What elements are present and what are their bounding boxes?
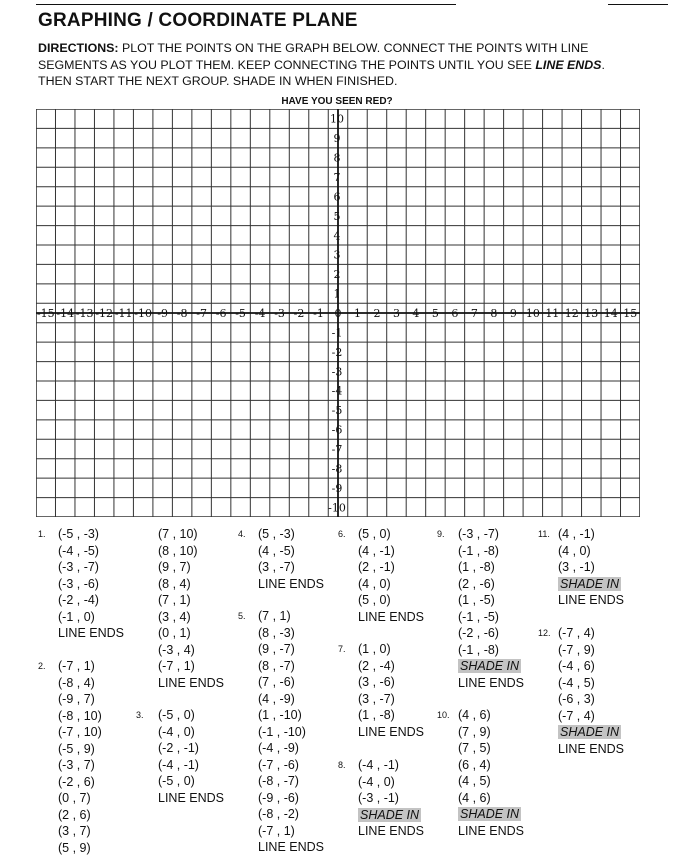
- coordinate-pair: (-3 , -7): [458, 527, 499, 541]
- y-tick-label: 6: [333, 190, 341, 204]
- list-item: [358, 823, 424, 840]
- list-item: [258, 658, 324, 675]
- list-item: [258, 674, 324, 691]
- y-tick-label: 5: [333, 209, 341, 223]
- group-number: 8.: [338, 760, 346, 770]
- list-item: [458, 658, 524, 675]
- x-tick-label: 2: [373, 307, 381, 320]
- page-title: GRAPHING / COORDINATE PLANE: [38, 10, 358, 31]
- coordinate-pair: (7 , 10): [158, 527, 198, 541]
- group-number: 11.: [538, 529, 550, 539]
- point-group-column: [458, 526, 524, 691]
- coordinate-pair: (-1 , -10): [258, 724, 306, 739]
- list-item: [58, 757, 102, 774]
- coordinate-pair: (-7 , -6): [258, 757, 299, 772]
- shade-in-label: SHADE IN: [460, 659, 520, 673]
- coordinate-pair: (-8 , 4): [58, 675, 95, 690]
- coordinate-pair: (7 , 5): [458, 741, 491, 755]
- list-item: [458, 526, 524, 543]
- coordinate-pair: (4 , 6): [458, 708, 491, 722]
- list-item: [58, 592, 124, 609]
- list-item: [258, 559, 324, 576]
- list-item: [558, 592, 624, 609]
- list-item: [458, 724, 524, 741]
- group-number: 6.: [338, 529, 346, 539]
- directions-text-2: . THEN START THE NEXT GROUP. SHADE IN WHEN FINISHED.: [38, 57, 605, 88]
- x-tick-label: 10: [525, 307, 540, 320]
- point-group-column: [58, 658, 102, 856]
- y-tick-label: 8: [333, 151, 341, 165]
- point-group-column: [558, 526, 624, 609]
- list-item: [558, 658, 624, 675]
- point-group-column: [358, 757, 424, 840]
- line-ends-label: LINE ENDS: [358, 824, 424, 838]
- coordinate-pair: (-5 , 0): [158, 708, 195, 722]
- y-tick-label: 1: [333, 287, 341, 301]
- list-item: [258, 839, 324, 856]
- list-item: [358, 526, 424, 543]
- y-tick-label: -4: [331, 384, 343, 398]
- list-item: [558, 559, 624, 576]
- list-item: [258, 625, 324, 642]
- coordinate-pair: (-8 , -7): [258, 774, 299, 788]
- line-ends-label: LINE ENDS: [358, 724, 424, 739]
- y-tick-label: 3: [333, 248, 341, 262]
- coordinate-pair: (7 , -6): [258, 675, 295, 689]
- coordinate-pair: (4 , 6): [458, 790, 491, 805]
- list-item: [58, 741, 102, 758]
- group-number: 10.: [437, 710, 450, 720]
- y-tick-label: -7: [331, 443, 343, 456]
- x-tick-label: -1: [313, 307, 324, 320]
- line-ends-label: LINE ENDS: [358, 609, 424, 624]
- x-tick-label: -11: [114, 307, 133, 320]
- coordinate-pair: (-7 , 1): [58, 659, 95, 673]
- list-item: [258, 740, 324, 757]
- coordinate-pair: (-7 , 1): [158, 659, 195, 673]
- list-item: [58, 724, 102, 741]
- group-number: 12.: [538, 628, 551, 638]
- list-item: [458, 576, 524, 593]
- coordinate-pair: (3 , -1): [558, 560, 595, 574]
- list-item: [158, 559, 224, 576]
- list-item: [158, 707, 224, 724]
- coordinate-pair: (-1 , -8): [458, 642, 499, 657]
- list-item: [558, 724, 624, 741]
- list-item: [558, 526, 624, 543]
- coordinate-pair: (-4 , 6): [558, 659, 595, 673]
- coordinate-pair: (-6 , 3): [558, 692, 595, 706]
- y-tick-label: -5: [331, 404, 343, 418]
- list-item: [258, 823, 324, 840]
- list-item: [358, 674, 424, 691]
- list-item: [358, 774, 424, 791]
- list-item: [158, 675, 224, 692]
- list-item: [258, 608, 324, 625]
- list-item: [358, 658, 424, 675]
- coordinate-pair: (-2 , -4): [58, 593, 99, 607]
- y-tick-label: 7: [333, 171, 341, 184]
- coordinate-pair: (-8 , -2): [258, 807, 299, 821]
- list-item: [158, 526, 224, 543]
- group-number: 5.: [238, 611, 246, 621]
- list-item: [158, 724, 224, 741]
- list-item: [358, 724, 424, 741]
- list-item: [558, 741, 624, 758]
- list-item: [458, 642, 524, 659]
- coordinate-pair: (7 , 1): [258, 609, 291, 623]
- coordinate-pair: (-7 , 4): [558, 626, 595, 640]
- x-tick-label: -8: [176, 307, 188, 320]
- list-item: [458, 790, 524, 807]
- coordinate-pair: (4 , 5): [458, 774, 491, 788]
- y-tick-label: -2: [331, 345, 343, 359]
- list-item: [558, 691, 624, 708]
- x-tick-label: -2: [293, 307, 305, 320]
- coordinate-pair: (2 , 6): [58, 807, 91, 822]
- x-tick-label: 13: [584, 307, 599, 320]
- coordinate-pair: (2 , -4): [358, 658, 395, 673]
- list-item: [58, 559, 124, 576]
- point-group-column: [358, 641, 424, 740]
- coordinate-pair: (-3 , -6): [58, 576, 99, 591]
- list-item: [558, 543, 624, 560]
- list-item: [458, 806, 524, 823]
- line-ends-label: LINE ENDS: [558, 593, 624, 607]
- list-item: [458, 625, 524, 642]
- list-item: [58, 658, 102, 675]
- coordinate-pair: (-7 , 9): [558, 642, 595, 657]
- list-item: [258, 790, 324, 807]
- coordinate-pair: (5 , 0): [358, 593, 391, 607]
- x-tick-label: 0: [334, 307, 342, 320]
- y-tick-label: 2: [333, 268, 341, 282]
- list-item: [158, 642, 224, 659]
- coordinate-pair: (-4 , -1): [158, 757, 199, 772]
- list-item: [258, 526, 324, 543]
- coordinate-pair: (-4 , 0): [158, 724, 195, 739]
- list-item: [58, 543, 124, 560]
- list-item: [58, 526, 124, 543]
- list-item: [158, 773, 224, 790]
- list-item: [58, 790, 102, 807]
- coordinate-pair: (-4 , -1): [358, 758, 399, 772]
- x-tick-label: 9: [509, 307, 517, 320]
- list-item: [58, 625, 124, 642]
- coordinate-pair: (3 , -7): [258, 560, 295, 574]
- y-tick-label: -1: [331, 326, 343, 340]
- list-item: [58, 691, 102, 708]
- group-number: 2.: [38, 661, 46, 671]
- list-item: [358, 807, 424, 824]
- group-number: 3.: [136, 710, 144, 720]
- line-ends-label: LINE ENDS: [158, 675, 224, 690]
- list-item: [258, 543, 324, 560]
- list-item: [258, 576, 324, 593]
- point-group-column: [258, 526, 324, 592]
- coordinate-pair: (-5 , -3): [58, 527, 99, 541]
- y-tick-label: -6: [331, 423, 343, 437]
- x-tick-label: -12: [95, 307, 114, 320]
- list-item: [158, 625, 224, 642]
- coordinate-pair: (-7 , 10): [58, 725, 102, 739]
- list-item: [358, 641, 424, 658]
- x-tick-label: -5: [235, 307, 246, 320]
- x-tick-label: 11: [545, 307, 560, 320]
- point-group-column: [158, 707, 224, 806]
- coordinate-pair: (1 , -8): [358, 708, 395, 722]
- x-tick-label: 1: [353, 307, 361, 320]
- coordinate-pair: (4 , -1): [358, 543, 395, 558]
- x-tick-label: -10: [134, 307, 153, 320]
- list-item: [358, 576, 424, 593]
- y-tick-label: -8: [331, 462, 343, 476]
- list-item: [258, 724, 324, 741]
- coordinate-pair: (7 , 9): [458, 724, 491, 739]
- x-tick-label: 8: [490, 307, 498, 320]
- coordinate-pair: (5 , 0): [358, 527, 391, 541]
- coordinate-pair: (0 , 7): [58, 791, 91, 805]
- y-tick-label: -10: [328, 501, 346, 515]
- line-ends-label: LINE ENDS: [58, 626, 124, 640]
- list-item: [558, 576, 624, 593]
- list-item: [358, 790, 424, 807]
- coordinate-pair: (8 , 4): [158, 576, 191, 591]
- coordinate-pair: (-4 , 5): [558, 675, 595, 690]
- list-item: [258, 773, 324, 790]
- coordinate-pair: (3 , 4): [158, 609, 191, 624]
- x-tick-label: 5: [431, 307, 439, 320]
- x-tick-label: -7: [196, 307, 207, 320]
- coordinate-pair: (2 , -1): [358, 560, 395, 574]
- shade-in-label: SHADE IN: [460, 807, 520, 821]
- list-item: [58, 823, 102, 840]
- coordinate-pair: (6 , 4): [458, 757, 491, 772]
- coordinate-pair: (4 , -9): [258, 691, 295, 706]
- list-item: [458, 823, 524, 840]
- coordinate-pair: (-9 , -6): [258, 790, 299, 805]
- group-number: 9.: [437, 529, 445, 539]
- coordinate-pair: (0 , 1): [158, 626, 191, 640]
- group-number: 4.: [238, 529, 246, 539]
- line-ends-label: LINE ENDS: [458, 823, 524, 838]
- coordinate-pair: (-3 , 7): [58, 758, 95, 772]
- y-tick-label: 9: [333, 132, 341, 146]
- y-tick-label: 10: [330, 112, 344, 126]
- list-item: [458, 592, 524, 609]
- list-item: [358, 757, 424, 774]
- list-item: [258, 641, 324, 658]
- list-item: [58, 807, 102, 824]
- point-group-column: [458, 707, 524, 839]
- coordinate-pair: (4 , -5): [258, 543, 295, 558]
- list-item: [158, 790, 224, 807]
- x-tick-label: -3: [274, 307, 285, 320]
- graph-title: HAVE YOU SEEN RED?: [281, 96, 393, 107]
- x-tick-label: 12: [564, 307, 579, 320]
- x-tick-label: 4: [412, 307, 420, 320]
- y-tick-label: -9: [331, 481, 343, 495]
- list-item: [258, 757, 324, 774]
- list-item: [258, 707, 324, 724]
- coordinate-pair: (1 , -10): [258, 708, 302, 722]
- coordinate-pair: (-3 , 4): [158, 642, 195, 657]
- list-item: [458, 707, 524, 724]
- coordinate-pair: (-9 , 7): [58, 692, 95, 706]
- list-item: [58, 840, 102, 857]
- list-item: [58, 774, 102, 791]
- coordinate-pair: (8 , -7): [258, 658, 295, 673]
- x-tick-label: -4: [254, 307, 266, 320]
- shade-in-label: SHADE IN: [560, 725, 620, 739]
- x-tick-label: 15: [623, 307, 638, 320]
- group-number: 7.: [338, 644, 346, 654]
- coordinate-pair: (8 , -3): [258, 625, 295, 640]
- list-item: [58, 609, 124, 626]
- list-item: [358, 592, 424, 609]
- coordinate-pair: (-1 , -8): [458, 543, 499, 558]
- directions-label: DIRECTIONS:: [38, 41, 119, 55]
- list-item: [558, 625, 624, 642]
- list-item: [158, 658, 224, 675]
- list-item: [458, 609, 524, 626]
- coordinate-pair: (1 , -5): [458, 593, 495, 607]
- group-number: 1.: [38, 529, 46, 539]
- coordinate-pair: (5 , -3): [258, 527, 295, 541]
- shade-in-label: SHADE IN: [360, 807, 420, 822]
- y-tick-label: -3: [331, 365, 343, 379]
- point-group-column: [258, 608, 324, 856]
- coordinate-pair: (3 , -7): [358, 691, 395, 706]
- x-tick-label: 14: [603, 307, 618, 320]
- coordinate-pair: (3 , -6): [358, 675, 395, 689]
- list-item: [358, 707, 424, 724]
- point-group-column: [358, 526, 424, 625]
- coordinate-pair: (7 , 1): [158, 593, 191, 607]
- list-item: [158, 609, 224, 626]
- list-item: [58, 675, 102, 692]
- list-item: [158, 740, 224, 757]
- list-item: [458, 757, 524, 774]
- coordinate-pair: (1 , -8): [458, 560, 495, 574]
- coordinate-pair: (-4 , -9): [258, 741, 299, 755]
- coordinate-pair: (-5 , 9): [58, 741, 95, 756]
- list-item: [458, 675, 524, 692]
- coordinate-pair: (1 , 0): [358, 642, 391, 656]
- coordinate-pair: (-2 , -1): [158, 741, 199, 755]
- directions-emphasis: LINE ENDS: [535, 57, 602, 72]
- coordinate-pair: (9 , 7): [158, 560, 191, 574]
- list-item: [258, 806, 324, 823]
- coordinate-pair: (-2 , 6): [58, 774, 95, 789]
- coordinate-pair: (-3 , -1): [358, 791, 399, 805]
- list-item: [58, 708, 102, 725]
- coordinate-pair: (4 , 0): [358, 576, 391, 591]
- directions-text-1: PLOT THE POINTS ON THE GRAPH BELOW. CONNECT THE POINTS WITH LINE SEGMENTS AS YOU PLOT THEM. KEEP CONNECTING THE POINTS UNTIL YOU SEE: [38, 41, 589, 72]
- list-item: [558, 708, 624, 725]
- coordinate-pair: (-7 , 1): [258, 823, 295, 838]
- point-group-column: [558, 625, 624, 757]
- line-ends-label: LINE ENDS: [158, 790, 224, 805]
- coordinate-pair: (-4 , 0): [358, 774, 395, 789]
- x-tick-label: 7: [470, 307, 478, 320]
- list-item: [158, 543, 224, 560]
- line-ends-label: LINE ENDS: [458, 675, 524, 690]
- coordinate-pair: (-1 , -5): [458, 609, 499, 624]
- coordinate-pair: (-3 , -7): [58, 560, 99, 574]
- x-tick-label: 3: [392, 307, 400, 320]
- y-tick-label: 4: [333, 229, 341, 243]
- coordinate-pair: (5 , 9): [58, 840, 91, 855]
- point-group-column: [158, 526, 224, 691]
- coordinate-pair: (3 , 7): [58, 824, 91, 838]
- list-item: [158, 757, 224, 774]
- shade-in-label: SHADE IN: [560, 576, 620, 591]
- list-item: [158, 576, 224, 593]
- x-tick-label: -14: [56, 307, 75, 320]
- coordinate-pair: (-4 , -5): [58, 543, 99, 558]
- coordinate-pair: (8 , 10): [158, 543, 198, 558]
- coordinate-pair: (2 , -6): [458, 576, 495, 591]
- x-tick-label: -15: [36, 307, 55, 320]
- line-ends-label: LINE ENDS: [258, 576, 324, 591]
- list-item: [558, 642, 624, 659]
- list-item: [58, 576, 124, 593]
- coordinate-pair: (-5 , 0): [158, 774, 195, 788]
- coordinate-pair: (-7 , 4): [558, 708, 595, 723]
- x-tick-label: 6: [451, 307, 459, 320]
- coordinate-pair: (-8 , 10): [58, 708, 102, 723]
- list-item: [358, 543, 424, 560]
- list-item: [558, 675, 624, 692]
- coordinate-pair: (9 , -7): [258, 642, 295, 656]
- x-tick-label: -13: [75, 307, 94, 320]
- line-ends-label: LINE ENDS: [258, 840, 324, 854]
- x-tick-label: -6: [215, 307, 227, 320]
- list-item: [458, 740, 524, 757]
- x-tick-label: -9: [157, 307, 169, 320]
- line-ends-label: LINE ENDS: [558, 741, 624, 756]
- list-item: [258, 691, 324, 708]
- coordinate-pair: (4 , 0): [558, 543, 591, 558]
- list-item: [358, 609, 424, 626]
- list-item: [358, 559, 424, 576]
- list-item: [458, 543, 524, 560]
- point-group-column: [58, 526, 124, 642]
- coordinate-pair: (-1 , 0): [58, 609, 95, 624]
- list-item: [358, 691, 424, 708]
- coordinate-pair: (4 , -1): [558, 527, 595, 541]
- coordinate-pair: (-2 , -6): [458, 626, 499, 640]
- list-item: [158, 592, 224, 609]
- list-item: [458, 559, 524, 576]
- list-item: [458, 773, 524, 790]
